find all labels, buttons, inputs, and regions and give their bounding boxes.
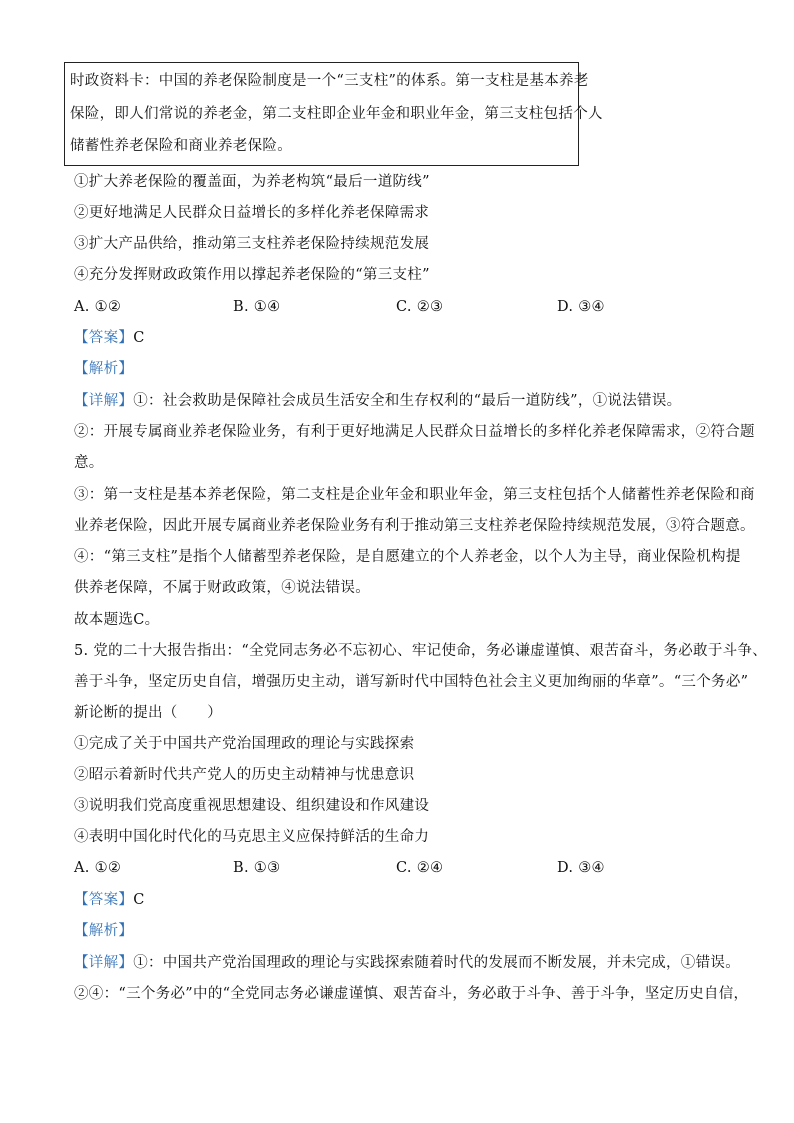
q5-detail-line: ②④：“三个务必”中的“全党同志务必谦虚谨慎、艰苦奋斗，务必敢于斗争、善于斗争，坚定历史自信， <box>74 986 749 1002</box>
q5-statement: ④表明中国化时代化的马克思主义应保持鲜活的生命力 <box>74 829 430 845</box>
q5-stem-line: 新论断的提出（ ） <box>74 705 222 721</box>
q5-statement: ③说明我们党高度重视思想建设、组织建设和作风建设 <box>74 798 430 814</box>
q5-option-b: B. ①③ <box>233 860 281 876</box>
q5-analysis-tag: 【解析】 <box>74 923 134 939</box>
q4-conclusion: 故本题选C。 <box>74 612 160 628</box>
detail-tag: 【详解】 <box>74 393 134 409</box>
q4-option-a: A. ①② <box>74 299 122 315</box>
q4-option-c: C. ②③ <box>396 299 444 315</box>
answer-tag: 【答案】 <box>74 892 134 908</box>
q4-detail-line <box>74 391 681 411</box>
q4-statement: ②更好地满足人民群众日益增长的多样化养老保障需求 <box>74 205 430 221</box>
q4-detail-line: ③：第一支柱是基本养老保险，第二支柱是企业年金和职业年金，第三支柱包括个人储蓄性养老保险和商 <box>74 487 755 503</box>
q5-answer <box>74 890 145 910</box>
q5-option-d: D. ③④ <box>557 860 605 876</box>
q4-analysis-tag: 【解析】 <box>74 361 134 377</box>
answer-value: C <box>133 892 145 908</box>
q4-statement: ④充分发挥财政政策作用以撑起养老保险的“第三支柱” <box>74 267 430 283</box>
q5-statement: ②昭示着新时代共产党人的历史主动精神与忧患意识 <box>74 767 415 783</box>
detail-text: ①：中国共产党治国理政的理论与实践探索随着时代的发展而不断发展，并未完成，①错误。 <box>133 955 740 971</box>
q4-statement: ①扩大养老保险的覆盖面，为养老构筑“最后一道防线” <box>74 174 430 190</box>
q4-detail-line: ④：“第三支柱”是指个人储蓄型养老保险，是自愿建立的个人养老金，以个人为主导，商业保险机构提 <box>74 549 741 565</box>
q5-detail-line <box>74 953 740 973</box>
material-card-line: 保险，即人们常说的养老金，第二支柱即企业年金和职业年金，第三支柱包括个人 <box>70 106 603 122</box>
q4-detail-line: ②：开展专属商业养老保险业务，有利于更好地满足人民群众日益增长的多样化养老保障需求，②符合题 <box>74 424 755 440</box>
q5-stem-line: 5. 党的二十大报告指出：“全党同志务必不忘初心、牢记使命，务必谦虚谨慎、艰苦奋斗，务必敢于斗争、 <box>74 643 768 659</box>
q4-option-d: D. ③④ <box>557 299 605 315</box>
q4-detail-line: 业养老保险，因此开展专属商业养老保险业务有利于推动第三支柱养老保险持续规范发展，③符合题意。 <box>74 518 755 534</box>
q4-option-b: B. ①④ <box>233 299 281 315</box>
detail-text: ①：社会救助是保障社会成员生活安全和生存权利的“最后一道防线”，①说法错误。 <box>133 393 682 409</box>
q5-stem-line: 善于斗争，坚定历史自信，增强历史主动，谱写新时代中国特色社会主义更加绚丽的华章”。“三个务必” <box>74 674 749 690</box>
detail-tag: 【详解】 <box>74 955 134 971</box>
q4-detail-line: 供养老保障，不属于财政政策，④说法错误。 <box>74 580 370 596</box>
q4-answer <box>74 328 145 348</box>
q5-statement: ①完成了关于中国共产党治国理政的理论与实践探索 <box>74 736 415 752</box>
q4-detail-line: 意。 <box>74 455 104 471</box>
answer-value: C <box>133 330 145 346</box>
answer-tag: 【答案】 <box>74 330 134 346</box>
material-card-line: 储蓄性养老保险和商业养老保险。 <box>70 138 292 154</box>
material-card-line: 时政资料卡：中国的养老保险制度是一个“三支柱”的体系。第一支柱是基本养老 <box>70 73 589 89</box>
q5-option-c: C. ②④ <box>396 860 444 876</box>
q5-option-a: A. ①② <box>74 860 122 876</box>
q4-statement: ③扩大产品供给，推动第三支柱养老保险持续规范发展 <box>74 236 430 252</box>
